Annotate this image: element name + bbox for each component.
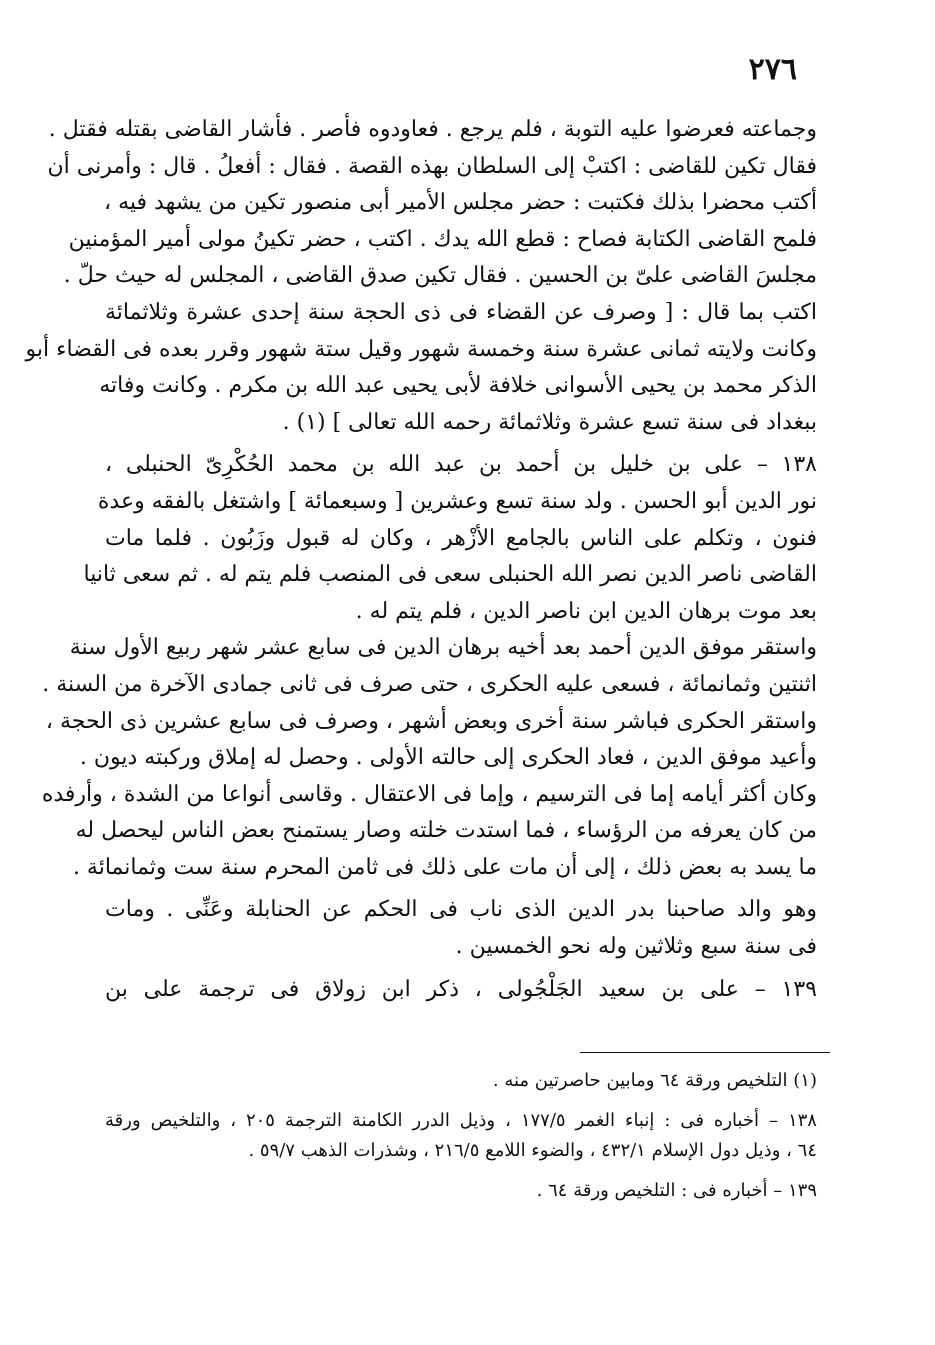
footnote-divider <box>580 1052 830 1053</box>
text-line: فى سنة سبع وثلاثين وله نحو الخمسين . <box>455 934 817 960</box>
footnote-line: ١٣٩ – أخباره فى : التلخيص ورقة ٦٤ . <box>536 1180 817 1201</box>
text-line: ما يسد به بعض ذلك ، إلى أن مات على ذلك فى ثامن المحرم سنة ست وثمانمائة . <box>72 854 817 880</box>
page-number: ٢٧٦ <box>748 52 797 87</box>
text-line: وهو والد صاحبنا بدر الدين الذى ناب فى الحكم عن الحنابلة وعَنِّى . ومات <box>105 897 817 923</box>
text-line: اكتب بما قال : [ وصرف عن القضاء فى ذى الحجة سنة إحدى عشرة وثلاثمائة <box>105 299 817 325</box>
text-line: القاضى ناصر الدين نصر الله الحنبلى سعى فى المنصب فلم يتم له . ثم سعى ثانيا <box>83 562 817 588</box>
text-line: بعد موت برهان الدين ابن ناصر الدين ، فلم يتم له . <box>355 598 817 624</box>
text-line: اثنتين وثمانمائة ، فسعى عليه الحكرى ، حتى صرف فى ثانى جمادى الآخرة من السنة . <box>42 671 817 697</box>
footnotes <box>105 1066 817 1206</box>
text-line: أكتب محضرا بذلك فكتبت : حضر مجلس الأمير أبى منصور تكين من يشهد فيه ، <box>103 190 817 216</box>
text-line: من كان يعرفه من الرؤساء ، فما استدت خلته وصار يستمنح بعض الناس ليحصل له <box>75 818 817 844</box>
text-line: فنون ، وتكلم على الناس بالجامع الأزْهر ، وكان له قبول وزَبُون . فلما مات <box>105 525 817 551</box>
footnote-line: (١) التلخيص ورقة ٦٤ ومابين حاصرتين منه . <box>492 1070 817 1091</box>
text-line: واستقر الحكرى فباشر سنة أخرى وبعض أشهر ، وصرف فى سابع عشرين ذى الحجة ، <box>45 708 817 734</box>
text-line: الذكر محمد بن يحيى الأسوانى خلافة لأبى يحيى عبد الله بن مكرم . وكانت وفاته <box>99 373 817 399</box>
text-line: واستقر موفق الدين أحمد بعد أخيه برهان الدين فى سابع عشر شهر ربيع الأول سنة <box>69 635 817 661</box>
text-line: وجماعته فعرضوا عليه التوبة ، فلم يرجع . فعاودوه فأصر . فأشار القاضى بقتله فقتل . <box>48 117 817 142</box>
text-line: مجلسَ القاضى علىّ بن الحسين . فقال تكين صدق القاضى ، المجلس له حيث حلّ . <box>63 263 817 289</box>
text-line: فقال تكين للقاضى : اكتبْ إلى السلطان بهذه القصة . فقال : أفعلُ . قال : وأمرنى أن <box>47 153 817 179</box>
text-line: وكانت ولايته ثمانى عشرة سنة وخمسة شهور وقيل ستة شهور وقرر بعده فى القضاء أبو <box>25 336 817 362</box>
footnote-line: ١٣٨ – أخباره فى : إنباء الغمر ١٧٧/٥ ، وذيل الدرر الكامنة الترجمة ٢٠٥ ، والتلخيص ورقة <box>105 1110 817 1131</box>
entry-138-heading-line: ١٣٨ – على بن خليل بن أحمد بن عبد الله بن محمد الحُكْرِىّ الحنبلى ، <box>105 452 817 478</box>
text-line: نور الدين أبو الحسن . ولد سنة تسع وعشرين [ وسبعمائة ] واشتغل بالفقه وعدة <box>97 488 817 514</box>
text-line: فلمح القاضى الكتابة فصاح : قطع الله يدك . اكتب ، حضر تكينُ مولى أمير المؤمنين <box>68 226 817 252</box>
main-text <box>25 112 817 1008</box>
entry-139-heading-line: ١٣٩ – على بن سعيد الجَلْجُولى ، ذكر ابن زولاق فى ترجمة على بن <box>105 976 817 1002</box>
text-line: وكان أكثر أيامه إما فى الترسيم ، وإما فى الاعتقال . وقاسى أنواعا من الشدة ، وأرفده <box>41 781 817 807</box>
text-line: وأعيد موفق الدين ، فعاد الحكرى إلى حالته الأولى . وحصل له إملاق وركبته ديون . <box>79 745 817 771</box>
footnote-line: ٦٤ ، وذيل دول الإسلام ٤٣٢/١ ، والضوء اللامع ٢١٦/٥ ، وشذرات الذهب ٥٩/٧ . <box>248 1140 817 1161</box>
text-line: ببغداد فى سنة تسع عشرة وثلاثمائة رحمه الله تعالى ] (١) . <box>282 409 817 435</box>
